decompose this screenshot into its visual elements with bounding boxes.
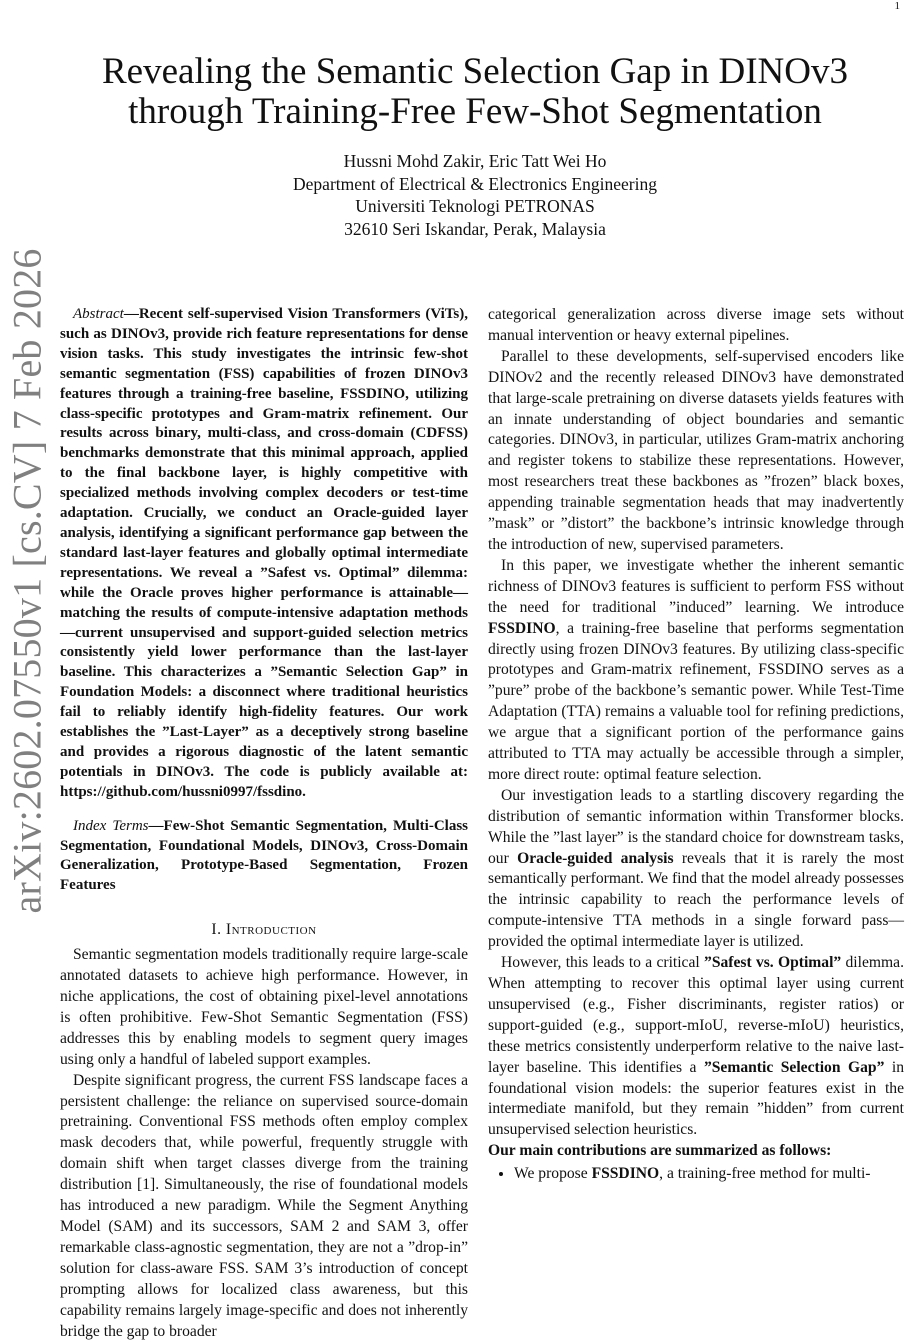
bold-text: FSSDINO — [591, 1165, 660, 1183]
abstract-label: Abstract — [73, 306, 124, 322]
paragraph-text: dilemma. When attempting to recover this optimal layer using current unsupervised (e.g., Fisher discriminants, register ratios) or support-guided (e.g., support-mIoU, reverse-mIoU) heuristics, these metrics consistently underperform relative to the naive last-layer baseline. This identifies a — [488, 954, 904, 1076]
page-number: 1 — [894, 0, 900, 12]
abstract — [60, 305, 468, 803]
right-column — [488, 305, 904, 1185]
paragraph-text: , a training-free method for multi- — [659, 1165, 871, 1183]
author-block — [40, 150, 906, 240]
author-department: Department of Electrical & Electronics Engineering — [293, 173, 657, 194]
paragraph — [488, 347, 904, 556]
paragraph-text: Our investigation leads to a startling discovery regarding the distribution of semantic information within Transformer blocks. While the ”last layer” is the standard choice for downstream tasks, our — [488, 786, 904, 867]
paragraph-text: categorical generalization across diverse image sets without manual intervention or heavy external pipelines. — [488, 306, 904, 344]
contribution-item — [514, 1164, 904, 1185]
index-terms-label: Index Terms — [73, 817, 149, 834]
title-line: Revealing the Semantic Selection Gap in DINOv3 — [102, 51, 848, 92]
paragraph — [60, 945, 468, 1070]
title-line: through Training-Free Few-Shot Segmentation — [128, 91, 822, 132]
paragraph-text: in foundational vision models: the superior features exist in the intermediate manifold, but they remain ”hidden” from current unsupervised selection heuristics. — [488, 1058, 904, 1139]
author-address: 32610 Seri Iskandar, Perak, Malaysia — [344, 218, 606, 239]
contributions-heading — [488, 1141, 904, 1162]
paragraph-text: In this paper, we investigate whether the inherent semantic richness of DINOv3 features is sufficient to perform FSS without the need for traditional ”induced” learning. We introduce — [488, 556, 904, 616]
bold-text: ”Semantic Selection Gap” — [703, 1058, 885, 1076]
section-title: Introduction — [225, 921, 317, 939]
paragraph — [488, 953, 904, 1141]
arxiv-identifier: arXiv:2602.07550v1 [cs.CV] 7 Feb 2026 — [4, 248, 50, 914]
paragraph-text: , a training-free baseline that performs segmentation directly using frozen DINOv3 features. By utilizing class-specific prototypes and Gram-matrix refinement, FSSDINO serves as a ”pure” probe of the backbone’s semantic power. While Test-Time Adaptation (TTA) remains a valuable tool for refining predictions, we argue that a significant portion of the performance gains attributed to TTA may actually be accessible through a simpler, more direct route: optimal feature selection. — [488, 619, 904, 783]
contributions-heading-text: Our main contributions are summarized as follows: — [488, 1142, 832, 1160]
abstract-text: —Recent self-supervised Vision Transformers (ViTs), such as DINOv3, provide rich feature representations for dense vision tasks. This study investigates the intrinsic few-shot semantic segmentation (FSS) capabilities of frozen DINOv3 features through a training-free baseline, FSSDINO, utilizing class-specific prototypes and Gram-matrix refinement. Our results across binary, multi-class, and cross-domain (CDFSS) benchmarks demonstrate that this minimal approach, applied to the final backbone layer, is highly competitive with specialized methods involving complex decoders or test-time adaptation. Crucially, we conduct an Oracle-guided layer analysis, identifying a significant performance gap between the standard last-layer features and globally optimal intermediate representations. We reveal a ”Safest vs. Optimal” dilemma: while the Oracle proves higher performance is attainable—matching the results of compute-intensive adaptation methods—current unsupervised and support-guided selection metrics consistently yield lower performance than the last-layer baseline. This characterizes a ”Semantic Selection Gap” in Foundation Models: a disconnect where traditional heuristics fail to reliably identify high-fidelity features. Our work establishes the ”Last-Layer” as a deceptively strong baseline and provides a rigorous diagnostic of the latent semantic potentials in DINOv3. The code is publicly available at: https://github.com/hussni0997/fssdino. — [60, 306, 468, 800]
paragraph-text: reveals that it is rarely the most semantically performant. We find that the model already possesses the intrinsic capability to reach the performance levels of compute-intensive TTA methods in a single forward pass—provided the optimal intermediate layer is utilized. — [488, 849, 904, 951]
paragraph — [488, 556, 904, 786]
paragraph — [488, 786, 904, 953]
bold-text: ”Safest vs. Optimal” — [704, 954, 842, 972]
contributions-list — [488, 1164, 904, 1185]
bold-text: FSSDINO — [488, 619, 556, 637]
paper-title — [40, 52, 906, 132]
left-column — [60, 305, 468, 1342]
paragraph — [488, 305, 904, 347]
paragraph-text: However, this leads to a critical — [501, 954, 705, 972]
section-number: I. — [211, 921, 222, 939]
bold-text: Oracle-guided analysis — [517, 849, 674, 867]
paragraph-text: Despite significant progress, the current FSS landscape faces a persistent challenge: the reliance on supervised source-domain pretraining. Conventional FSS methods often employ complex mask decoders that, while powerful, frequently struggle with domain shift when target classes diverge from the training distribution [1]. Simultaneously, the rise of foundational models has introduced a new paradigm. While the Segment Anything Model (SAM) and its successors, SAM 2 and SAM 3, offer remarkable class-agnostic segmentation, they are not a ”drop-in” solution for class-aware FSS. SAM 3’s introduction of concept prompting allows for localized class awareness, but this capability remains largely image-specific and does not inherently bridge the gap to broader — [60, 1071, 468, 1340]
right-body — [488, 305, 904, 1141]
author-university: Universiti Teknologi PETRONAS — [355, 196, 595, 216]
index-terms-text: —Few-Shot Semantic Segmentation, Multi-Class Segmentation, Foundational Models, DINOv3, Cross-Domain Generalization, Prototype-Based Segmentation, Frozen Features — [60, 817, 468, 894]
section-heading — [60, 920, 468, 941]
index-terms — [60, 817, 468, 897]
left-body — [60, 945, 468, 1342]
paragraph-text: We propose — [514, 1165, 592, 1183]
paragraph-text: Semantic segmentation models traditionally require large-scale annotated datasets to achieve high performance. However, in niche applications, the cost of obtaining pixel-level annotations is often prohibitive. Few-Shot Semantic Segmentation (FSS) addresses this by enabling models to segment query images using only a handful of labeled support examples. — [60, 946, 468, 1068]
author-names: Hussni Mohd Zakir, Eric Tatt Wei Ho — [343, 151, 607, 171]
paragraph — [60, 1071, 468, 1342]
paragraph-text: Parallel to these developments, self-supervised encoders like DINOv2 and the recently released DINOv3 have demonstrated that large-scale pretraining on diverse datasets yields features with an innate understanding of object boundaries and semantic categories. DINOv3, in particular, utilizes Gram-matrix anchoring and register tokens to stabilize these representations. However, most researchers treat these backbones as ”frozen” black boxes, appending trainable segmentation heads that may inadvertently ”mask” or ”distort” the backbone’s intrinsic knowledge through the introduction of new, supervised parameters. — [488, 347, 904, 553]
